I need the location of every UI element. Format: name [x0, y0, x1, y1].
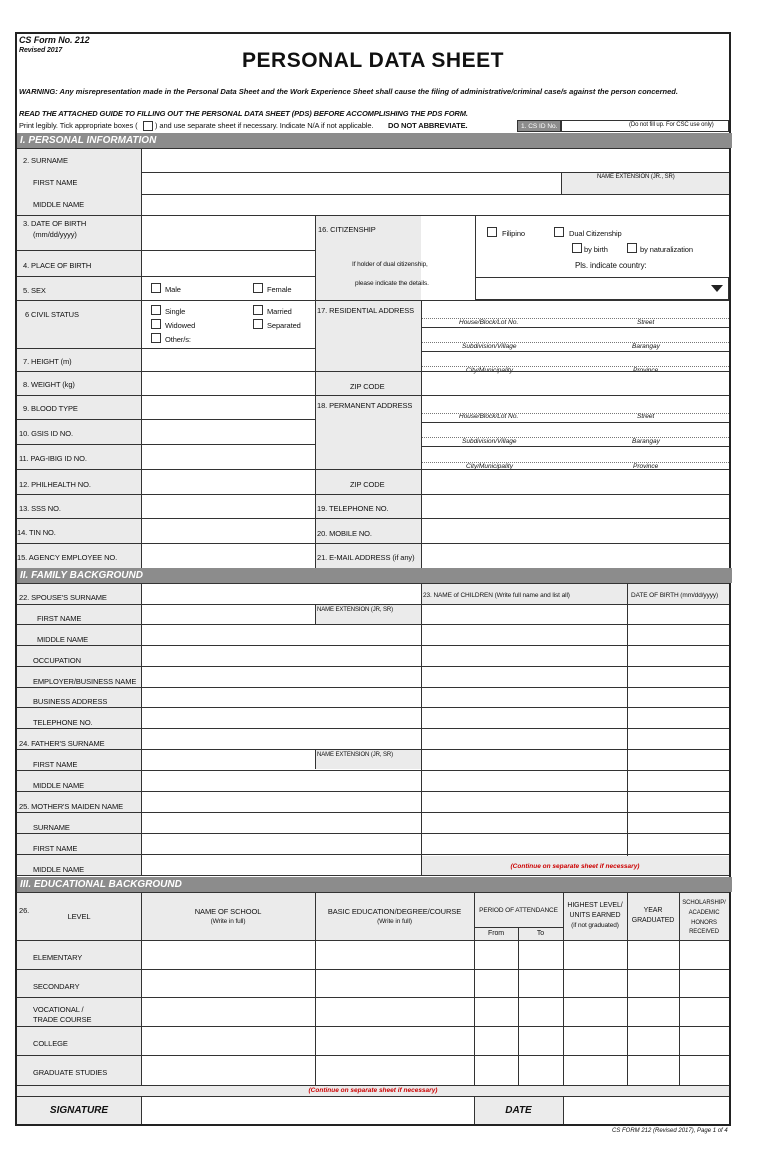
edu-highest-header-2: UNITS EARNED	[569, 912, 621, 919]
mobile-label: 20. MOBILE NO.	[317, 529, 372, 538]
sss-label: 13. SSS NO.	[19, 504, 61, 513]
instruction-part-c: DO NOT ABBREVIATE.	[388, 121, 468, 130]
pds-form	[15, 32, 731, 1126]
edu-year-header-1: YEAR	[643, 907, 663, 914]
edu-period-header: PERIOD OF ATTENDANCE	[479, 907, 558, 914]
edu-honors-header-1: SCHOLARSHIP/	[682, 900, 726, 906]
civil-single-label: Single	[165, 307, 186, 316]
warning-text: WARNING: Any misrepresentation made in the Personal Data Sheet and the Work Experience Sheet shall cause the filing of administrative/criminal case/s against the person concerned.	[19, 87, 678, 96]
by-naturalization-label: by naturalization	[640, 245, 693, 254]
edu-honors-header-4: RECEIVED	[689, 929, 719, 935]
mother-surname-label: SURNAME	[33, 823, 70, 832]
perm-city-caption: City/Municipality	[466, 463, 513, 470]
res-subdivision-caption: Subdivision/Village	[462, 343, 517, 350]
perm-barangay-caption: Barangay	[632, 438, 660, 445]
father-first-name-label: FIRST NAME	[33, 760, 78, 769]
mother-middle-name-label: MIDDLE NAME	[33, 865, 84, 874]
cs-id-label: 1. CS ID No.	[517, 120, 561, 132]
edu-level-header: LEVEL	[67, 912, 91, 921]
edu-highest-header-1: HIGHEST LEVEL/	[567, 902, 623, 909]
edu-vocational-label-2: TRADE COURSE	[33, 1015, 92, 1024]
philhealth-label: 12. PHILHEALTH NO.	[19, 480, 91, 489]
civil-status-label: 6 CIVIL STATUS	[25, 310, 79, 319]
by-naturalization-checkbox[interactable]	[627, 243, 637, 253]
form-number: CS Form No. 212	[19, 35, 90, 45]
edu-vocational-label-1: VOCATIONAL /	[33, 1005, 84, 1014]
edu-course-header: BASIC EDUCATION/DEGREE/COURSE	[327, 907, 462, 916]
edu-continue-note: (Continue on separate sheet if necessary)	[308, 1087, 438, 1094]
sex-label: 5. SEX	[23, 286, 46, 295]
sex-female-label: Female	[267, 285, 292, 294]
chevron-down-icon[interactable]	[711, 285, 723, 292]
edu-year-header-2: GRADUATED	[631, 917, 675, 924]
pagibig-label: 11. PAG-IBIG ID NO.	[19, 454, 87, 463]
height-label: 7. HEIGHT (m)	[23, 357, 72, 366]
res-zip-label: ZIP CODE	[350, 382, 385, 391]
agency-employee-label: 15. AGENCY EMPLOYEE NO.	[17, 553, 118, 562]
filipino-label: Filipino	[502, 229, 525, 238]
sex-male-label: Male	[165, 285, 181, 294]
civil-others-checkbox[interactable]	[151, 333, 161, 343]
res-house-caption: House/Block/Lot No.	[459, 319, 519, 326]
perm-province-caption: Province	[633, 463, 659, 470]
form-revision: Revised 2017	[19, 47, 63, 54]
sample-tick-box	[143, 121, 153, 131]
citizenship-label: 16. CITIZENSHIP	[318, 225, 376, 234]
date-label: DATE	[505, 1105, 532, 1116]
filipino-checkbox[interactable]	[487, 227, 497, 237]
business-address-label: BUSINESS ADDRESS	[33, 697, 108, 706]
instruction-part-a: Print legibly. Tick appropriate boxes (	[19, 121, 138, 130]
employer-label: EMPLOYER/BUSINESS NAME	[33, 677, 137, 686]
children-dob-label: DATE OF BIRTH (mm/dd/yyyy)	[631, 592, 719, 599]
dual-holder-note-1: If holder of dual citizenship,	[352, 261, 428, 268]
spouse-telephone-label: TELEPHONE NO.	[33, 718, 93, 727]
permanent-address-label: 18. PERMANENT ADDRESS	[317, 401, 413, 410]
family-continue-note: (Continue on separate sheet if necessary)	[510, 863, 640, 870]
edu-honors-header-2: ACADEMIC	[688, 910, 720, 916]
tin-label: 14. TIN NO.	[17, 528, 56, 537]
by-birth-checkbox[interactable]	[572, 243, 582, 253]
middle-name-label: MIDDLE NAME	[33, 200, 84, 209]
date-field[interactable]	[563, 1096, 729, 1124]
country-dropdown[interactable]	[475, 277, 729, 300]
civil-widowed-checkbox[interactable]	[151, 319, 161, 329]
edu-from-header: From	[488, 930, 504, 937]
edu-honors-header-3: HONORS	[691, 920, 717, 926]
dual-citizenship-checkbox[interactable]	[554, 227, 564, 237]
res-city-caption: City/Municipality	[466, 367, 513, 374]
section-educational-background: III. EDUCATIONAL BACKGROUND	[17, 877, 732, 892]
dob-label: 3. DATE OF BIRTH	[23, 219, 87, 228]
page-footer: CS FORM 212 (Revised 2017), Page 1 of 4	[612, 1128, 728, 1134]
edu-course-subheader: (Write in full)	[377, 918, 412, 925]
edu-elementary-label: ELEMENTARY	[33, 953, 83, 962]
edu-college-label: COLLEGE	[33, 1039, 68, 1048]
sex-female-checkbox[interactable]	[253, 283, 263, 293]
civil-married-checkbox[interactable]	[253, 305, 263, 315]
perm-street-caption: Street	[637, 413, 655, 420]
civil-single-checkbox[interactable]	[151, 305, 161, 315]
weight-label: 8. WEIGHT (kg)	[23, 380, 75, 389]
dual-holder-note-2: please indicate the details.	[355, 280, 429, 287]
edu-number-label: 26.	[19, 906, 30, 915]
father-surname-label: 24. FATHER'S SURNAME	[19, 739, 105, 748]
section-personal-information: I. PERSONAL INFORMATION	[17, 133, 732, 148]
edu-school-header: NAME OF SCHOOL	[194, 907, 262, 916]
surname-label: 2. SURNAME	[23, 156, 68, 165]
spouse-first-name-label: FIRST NAME	[37, 614, 82, 623]
page-title: PERSONAL DATA SHEET	[242, 49, 504, 72]
father-middle-name-label: MIDDLE NAME	[33, 781, 84, 790]
first-name-label: FIRST NAME	[33, 178, 78, 187]
edu-secondary-label: SECONDARY	[33, 982, 80, 991]
signature-label: SIGNATURE	[49, 1105, 109, 1116]
name-extension-label: NAME EXTENSION (JR., SR)	[597, 174, 675, 180]
spouse-name-ext-label: NAME EXTENSION (JR, SR)	[317, 607, 394, 613]
res-province-caption: Province	[633, 367, 659, 374]
edu-graduate-label: GRADUATE STUDIES	[33, 1068, 108, 1077]
mother-first-name-label: FIRST NAME	[33, 844, 78, 853]
dual-citizenship-label: Dual Citizenship	[569, 229, 622, 238]
sex-male-checkbox[interactable]	[151, 283, 161, 293]
pob-label: 4. PLACE OF BIRTH	[23, 261, 92, 270]
perm-zip-label: ZIP CODE	[350, 480, 385, 489]
res-street-caption: Street	[637, 319, 655, 326]
mother-maiden-label: 25. MOTHER'S MAIDEN NAME	[19, 802, 124, 811]
gsis-label: 10. GSIS ID NO.	[19, 429, 73, 438]
edu-to-header: To	[536, 930, 545, 937]
perm-subdivision-caption: Subdivision/Village	[462, 438, 517, 445]
spouse-surname-label: 22. SPOUSE'S SURNAME	[19, 593, 107, 602]
telephone-label: 19. TELEPHONE NO.	[317, 504, 389, 513]
section-family-background: II. FAMILY BACKGROUND	[17, 568, 732, 583]
civil-others-label: Other/s:	[165, 335, 191, 344]
csc-use-note: (Do not fill up. For CSC use only)	[629, 122, 714, 128]
signature-field[interactable]	[141, 1096, 474, 1124]
civil-separated-label: Separated	[267, 321, 301, 330]
by-birth-label: by birth	[584, 245, 608, 254]
children-label: 23. NAME of CHILDREN (Write full name and list all)	[423, 592, 570, 599]
perm-house-caption: House/Block/Lot No.	[459, 413, 519, 420]
indicate-country-label: Pls. indicate country:	[575, 261, 647, 270]
civil-married-label: Married	[267, 307, 292, 316]
spouse-middle-name-label: MIDDLE NAME	[37, 635, 88, 644]
edu-highest-header-3: (if not graduated)	[571, 922, 619, 929]
father-name-ext-label: NAME EXTENSION (JR, SR)	[317, 752, 394, 758]
edu-school-subheader: (Write in full)	[210, 918, 246, 925]
email-label: 21. E-MAIL ADDRESS (if any)	[317, 553, 415, 562]
blood-type-label: 9. BLOOD TYPE	[23, 404, 78, 413]
occupation-label: OCCUPATION	[33, 656, 81, 665]
residential-address-label: 17. RESIDENTIAL ADDRESS	[317, 306, 415, 315]
res-barangay-caption: Barangay	[632, 343, 660, 350]
instruction-part-b: ) and use separate sheet if necessary. Indicate N/A if not applicable.	[155, 121, 374, 130]
dob-format-label: (mm/dd/yyyy)	[33, 230, 77, 239]
civil-separated-checkbox[interactable]	[253, 319, 263, 329]
guide-text: READ THE ATTACHED GUIDE TO FILLING OUT THE PERSONAL DATA SHEET (PDS) BEFORE ACCOMPLISHING THE PDS FORM.	[19, 109, 468, 118]
civil-widowed-label: Widowed	[165, 321, 196, 330]
